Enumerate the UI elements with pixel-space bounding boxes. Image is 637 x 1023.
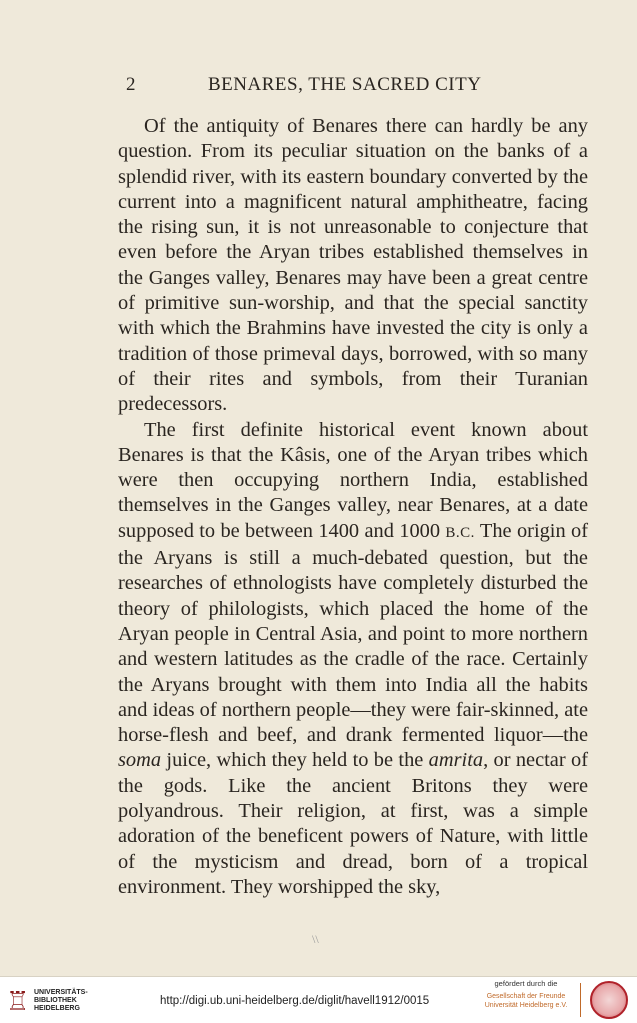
sponsor-lead: gefördert durch die [494, 979, 558, 988]
amrita-term: amrita [428, 749, 484, 772]
soma-term: soma [118, 749, 162, 772]
sponsor-credit [476, 979, 576, 1010]
paragraph-2-part-4: , or nectar of the gods. Like the ancient Britons they were polyandrous. Their religion, at first, was a simple adoration of the beneficent powers of Nature, with little of the mysticism and dread, born of a tropical environment. They worshipped the sky, [118, 749, 588, 898]
library-logo-text: UNIVERSITÄTS- BIBLIOTHEK HEIDELBERG [34, 989, 88, 1012]
university-seal-icon [590, 981, 628, 1019]
permalink-url[interactable]: http://digi.ub.uni-heidelberg.de/diglit/havell1912/0015 [160, 995, 430, 1007]
body-text [118, 114, 588, 900]
library-logo-icon: ♖ [6, 986, 30, 1016]
sponsor-divider [580, 983, 581, 1017]
paragraph-1: Of the antiquity of Benares there can hardly be any question. From its peculiar situation on the banks of a splendid river, with its eastern boundary converted by the current into a magnificent natural amphitheatre, facing the rising sun, it is not unreasonable to conjecture that even before the Aryan tribes established themselves in the Ganges valley, Benares may have been a great centre of primitive sun-worship, and that the special sanctity with which the Brahmins have invested the city is only a tradition of those primeval days, borrowed, with so many of their rites and symbols, from their Turanian predecessors. [118, 115, 588, 416]
digitization-footer [0, 976, 637, 1023]
signature-mark: \\ [312, 932, 319, 946]
library-logo[interactable] [6, 983, 90, 1019]
paragraph-2 [118, 418, 588, 901]
running-head [118, 74, 588, 100]
sponsor-org: Gesellschaft der Freunde Universität Heidelberg e.V. [484, 993, 568, 1009]
paragraph-2-part-1: The first definite historical event known about Benares is that the Kâsis, one of the Aryan tribes which were then occupying northern India, established themselves in the Ganges valley, near Benares, at a date supposed to be between 1400 and 1000 [118, 418, 588, 542]
page-number: 2 [126, 74, 136, 95]
paragraph-2-part-2: The origin of the Aryans is still a much-debated question, but the researches of ethnologists have completely disturbed the theory of philologists, which placed the home of the Aryan people in Central Asia, and point to more northern and western latitudes as the cradle of the race. Certainly the Aryans brought with them into India all the habits and ideas of northern people—they were fair-skinned, ate horse-flesh and beef, and drank fermented liquor—the [118, 519, 588, 747]
running-title: BENARES, THE SACRED CITY [208, 74, 482, 95]
bc-abbreviation: B.C. [445, 524, 475, 541]
paragraph-2-part-3: juice, which they held to be the [161, 749, 429, 772]
